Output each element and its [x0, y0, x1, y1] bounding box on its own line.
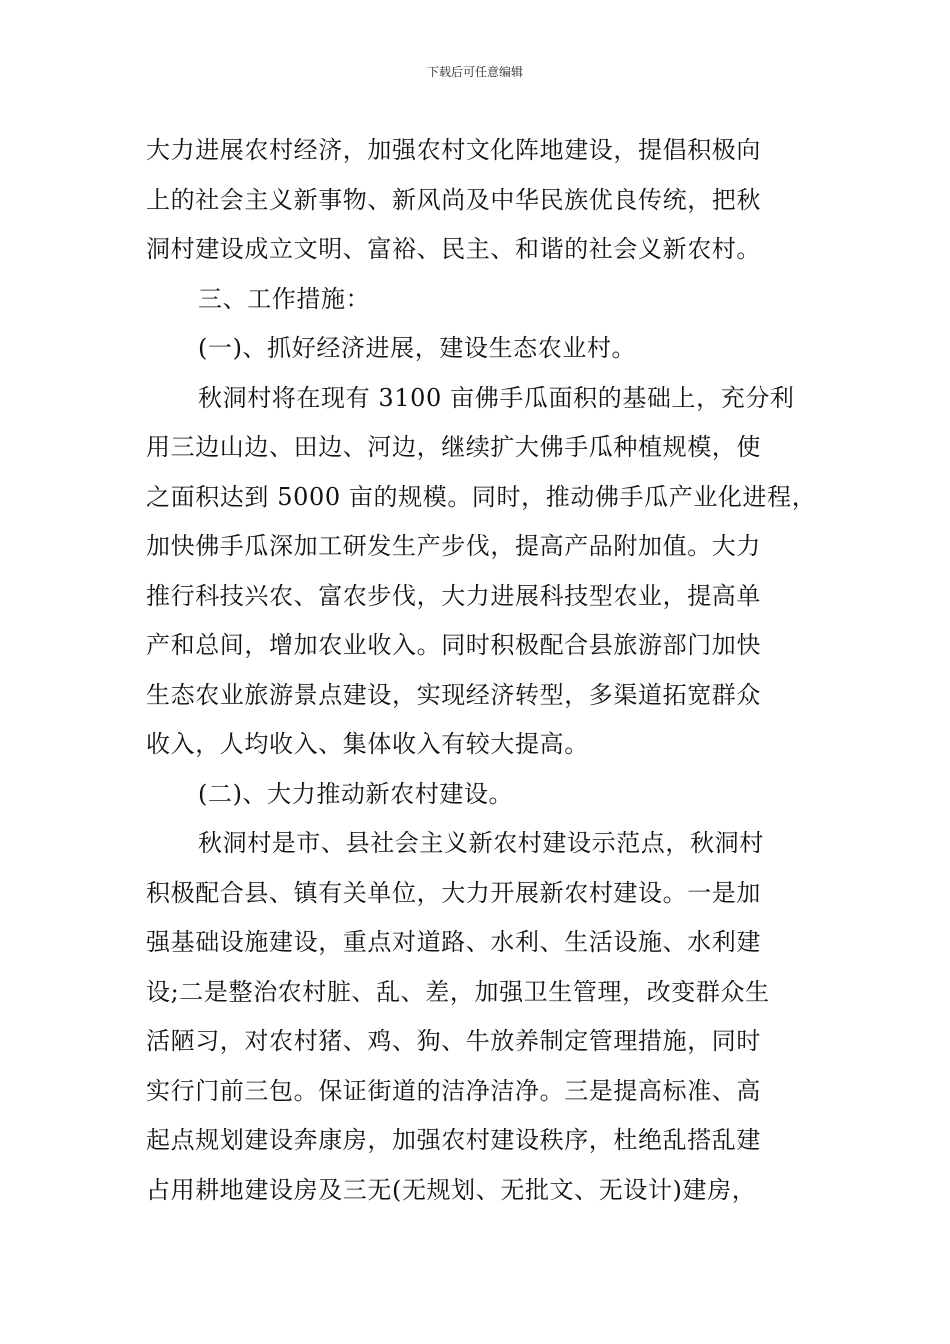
text-line: 推行科技兴农、富农步伐，大力进展科技型农业，提高单 [146, 581, 761, 610]
document-body [146, 126, 818, 1215]
text-line: 秋洞村是市、县社会主义新农村建设示范点，秋洞村 [198, 829, 764, 857]
text-line: 上的社会主义新事物、新风尚及中华民族优良传统，把秋 [146, 185, 761, 214]
text-line: 活陋习，对农村猪、鸡、狗、牛放养制定管理措施，同时 [146, 1027, 761, 1055]
text-line: 实行门前三包。保证街道的洁净洁净。三是提高标准、高 [146, 1076, 761, 1105]
text-line: 洞村建设成立文明、富裕、民主、和谐的社会义新农村。 [146, 235, 761, 263]
text-line: 积极配合县、镇有关单位，大力开展新农村建设。一是加 [146, 878, 761, 907]
text-line: 秋洞村将在现有 3100 亩佛手瓜面积的基础上，充分利 [198, 383, 795, 412]
text-line: 收入，人均收入、集体收入有较大提高。 [146, 730, 589, 758]
text-line: 用三边山边、田边、河边，继续扩大佛手瓜种植规模，使 [146, 433, 761, 461]
text-line: 产和总间，增加农业收入。同时积极配合县旅游部门加快 [146, 631, 761, 659]
text-line: 设;二是整治农村脏、乱、差，加强卫生管理，改变群众生 [146, 977, 770, 1006]
text-line: 占用耕地建设房及三无(无规划、无批文、无设计)建房， [146, 1175, 757, 1204]
text-line: 大力进展农村经济，加强农村文化阵地建设，提倡积极向 [146, 136, 761, 164]
text-line: 起点规划建设奔康房，加强农村建设秩序，杜绝乱搭乱建 [146, 1126, 761, 1154]
text-line: 加快佛手瓜深加工研发生产步伐，提高产品附加值。大力 [146, 532, 761, 560]
subsection-heading: (二)、大力推动新农村建设。 [198, 779, 514, 808]
text-line: 强基础设施建设，重点对道路、水利、生活设施、水利建 [146, 928, 761, 956]
text-line: 生态农业旅游景点建设，实现经济转型，多渠道拓宽群众 [146, 680, 761, 709]
section-heading: 三、工作措施： [198, 284, 371, 313]
page-header: 下载后可任意编辑 [426, 65, 523, 79]
text-line: 之面积达到 5000 亩的规模。同时，推动佛手瓜产业化进程， [146, 482, 817, 511]
subsection-heading: (一)、抓好经济进展，建设生态农业村。 [198, 334, 637, 362]
